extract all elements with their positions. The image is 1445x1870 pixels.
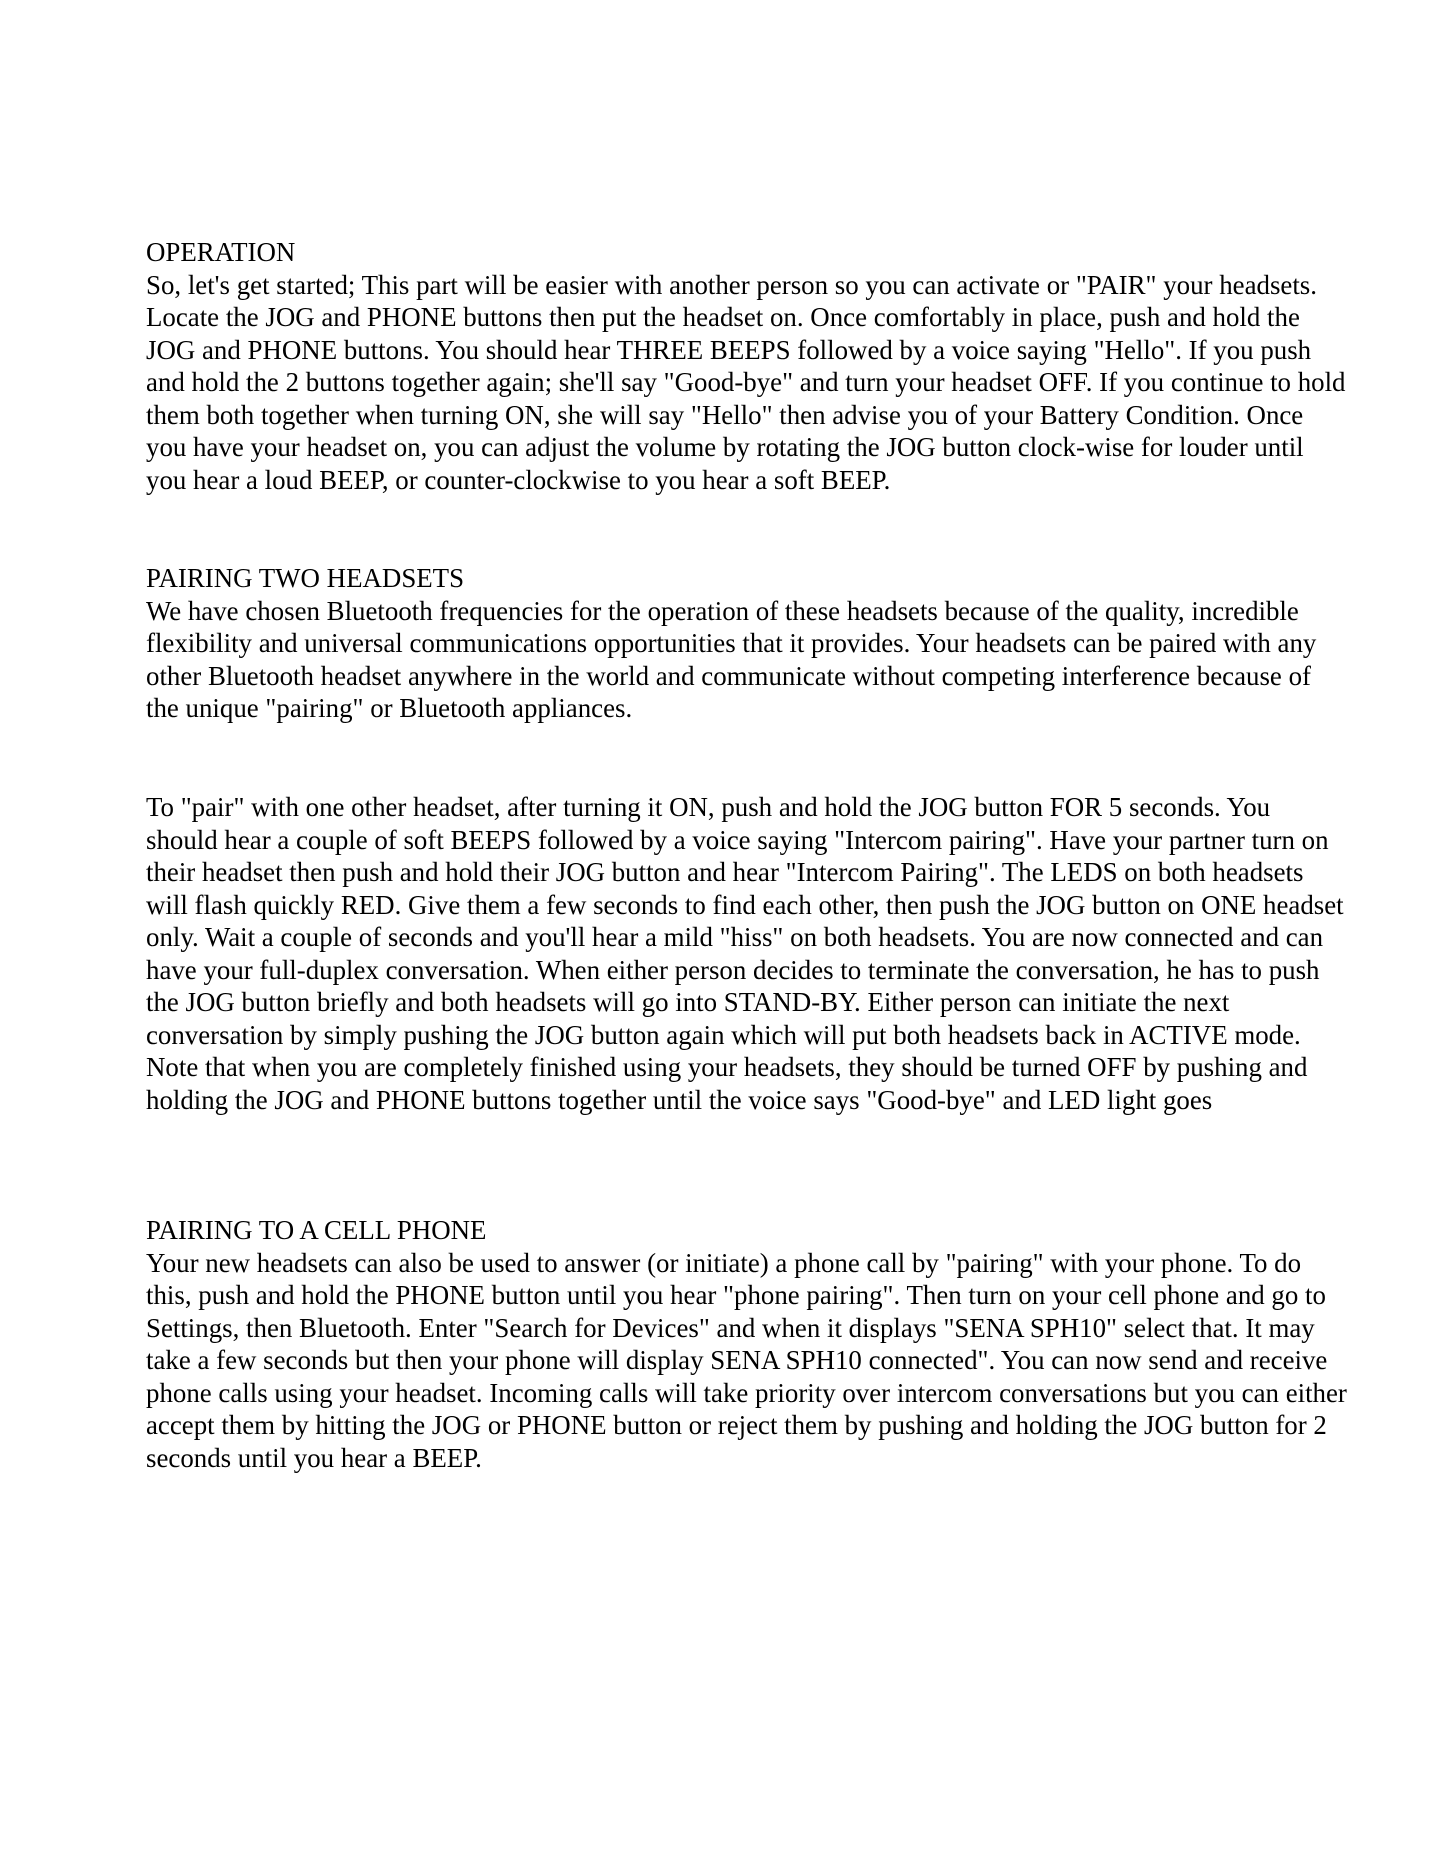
operation-line: you have your headset on, you can adjust the volume by rotating the JOG button clock-wise for louder until xyxy=(146,432,1304,462)
pairing-cell-phone-line: take a few seconds but then your phone will display SENA SPH10 connected". You can now send and receive xyxy=(146,1345,1328,1375)
pair-instructions-line: have your full-duplex conversation. When either person decides to terminate the conversation, he has to push xyxy=(146,954,1320,985)
pair-instructions-line: will flash quickly RED. Give them a few seconds to find each other, then push the JOG button on ONE headset xyxy=(146,889,1344,920)
operation-heading: OPERATION xyxy=(146,237,296,267)
pairing-two-headsets-line: the unique "pairing" or Bluetooth appliances. xyxy=(146,693,633,723)
pair-instructions-line: should hear a couple of soft BEEPS followed by a voice saying "Intercom pairing". Have your partner turn on xyxy=(146,824,1329,855)
pairing-cell-phone-line: this, push and hold the PHONE button until you hear "phone pairing". Then turn on your cell phone and go to xyxy=(146,1280,1326,1310)
operation-line: and hold the 2 buttons together again; she'll say "Good-bye" and turn your headset OFF. If you continue to hold xyxy=(146,367,1346,397)
pair-instructions-line: holding the JOG and PHONE buttons together until the voice says "Good-bye" and LED light goes xyxy=(146,1084,1213,1115)
pair-instructions-line: their headset then push and hold their JOG button and hear "Intercom Pairing". The LEDS on both headsets xyxy=(146,857,1304,887)
pairing-cell-phone-line: accept them by hitting the JOG or PHONE button or reject them by pushing and holding the JOG button for 2 xyxy=(146,1410,1327,1440)
pair-instructions-line: only. Wait a couple of seconds and you'll hear a mild "hiss" on both headsets. You are now connected and can xyxy=(146,922,1324,952)
pairing-cell-phone-heading: PAIRING TO A CELL PHONE xyxy=(146,1215,487,1245)
operation-line: Locate the JOG and PHONE buttons then put the headset on. Once comfortably in place, push and hold the xyxy=(146,302,1300,332)
operation-line: you hear a loud BEEP, or counter-clockwise to you hear a soft BEEP. xyxy=(146,464,891,495)
pairing-cell-phone-line: Settings, then Bluetooth. Enter "Search for Devices" and when it displays "SENA SPH10" select that. It may xyxy=(146,1312,1315,1343)
operation-section xyxy=(146,236,1445,496)
pair-instructions-line: conversation by simply pushing the JOG button again which will put both headsets back in ACTIVE mode. xyxy=(146,1019,1301,1050)
pairing-two-headsets-line: We have chosen Bluetooth frequencies for the operation of these headsets because of the quality, incredible xyxy=(146,595,1299,626)
operation-line: them both together when turning ON, she will say "Hello" then advise you of your Battery Condition. Once xyxy=(146,399,1304,430)
pairing-two-headsets-line: other Bluetooth headset anywhere in the world and communicate without competing interference because of xyxy=(146,660,1311,691)
operation-line: JOG and PHONE buttons. You should hear THREE BEEPS followed by a voice saying "Hello". If you push xyxy=(146,334,1312,365)
pairing-two-headsets-line: flexibility and universal communications opportunities that it provides. Your headsets can be paired with any xyxy=(146,628,1317,658)
pairing-two-headsets-section xyxy=(146,562,1445,725)
pair-instructions-line: the JOG button briefly and both headsets will go into STAND-BY. Either person can initiate the next xyxy=(146,987,1230,1017)
pairing-cell-phone-line: phone calls using your headset. Incoming calls will take priority over intercom conversations but you can either xyxy=(146,1377,1347,1408)
pair-instructions-line: Note that when you are completely finished using your headsets, they should be turned OFF by pushing and xyxy=(146,1052,1308,1082)
pairing-cell-phone-section xyxy=(146,1214,1445,1474)
pairing-two-headsets-heading: PAIRING TWO HEADSETS xyxy=(146,563,465,593)
pairing-cell-phone-line: Your new headsets can also be used to answer (or initiate) a phone call by "pairing" with your phone. To do xyxy=(146,1247,1302,1278)
operation-line: So, let's get started; This part will be easier with another person so you can activate or "PAIR" your headsets. xyxy=(146,269,1317,300)
pairing-cell-phone-line: seconds until you hear a BEEP. xyxy=(146,1442,482,1473)
pair-instructions-section xyxy=(146,791,1445,1116)
pair-instructions-line: To "pair" with one other headset, after turning it ON, push and hold the JOG button FOR 5 seconds. You xyxy=(146,792,1271,822)
